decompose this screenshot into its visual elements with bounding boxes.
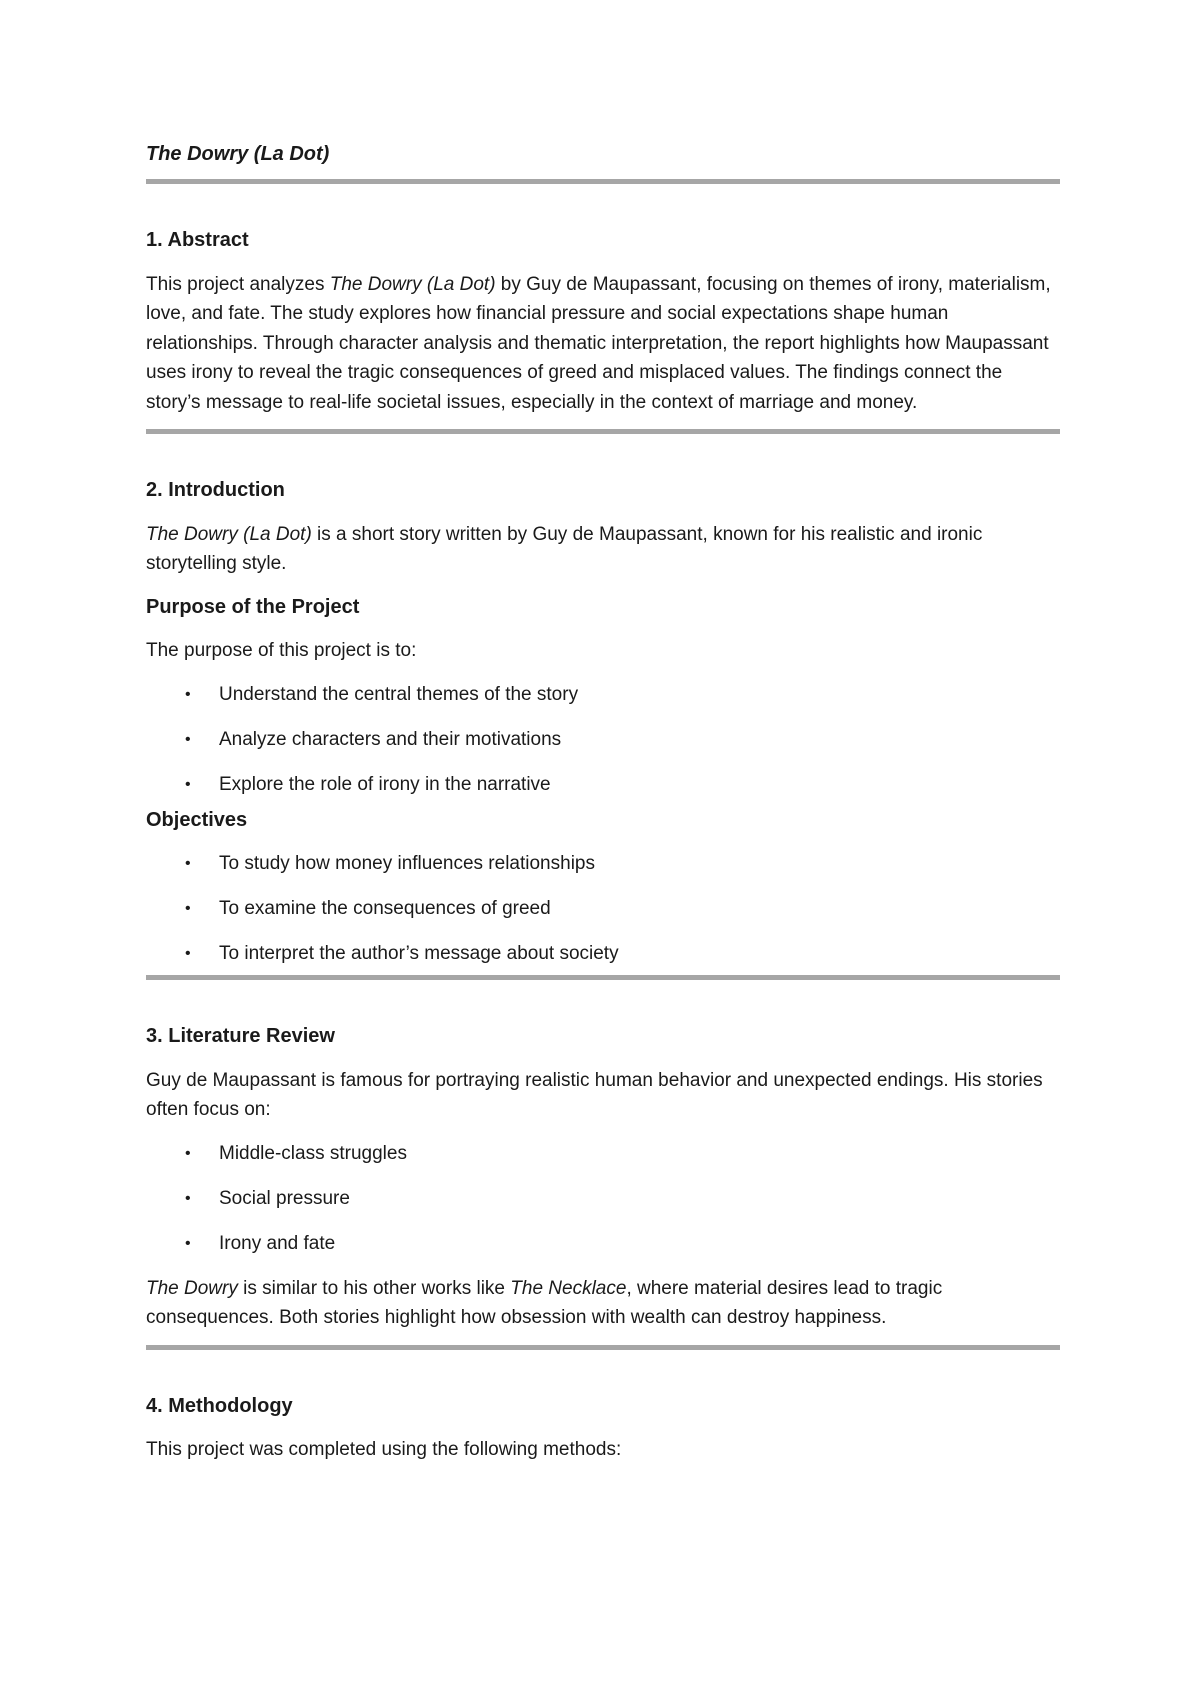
- bullet-icon: •: [185, 855, 191, 872]
- literature-review-heading: 3. Literature Review: [146, 1025, 335, 1047]
- purpose-heading: Purpose of the Project: [146, 595, 360, 618]
- purpose-intro: The purpose of this project is to:: [146, 640, 417, 661]
- document-page: [146, 140, 1060, 1465]
- list-item: • Analyze characters and their motivations: [146, 725, 1060, 770]
- list-item: • To interpret the author’s message about society: [146, 939, 1060, 975]
- list-item: • Irony and fate: [146, 1229, 1060, 1274]
- bullet-icon: •: [185, 685, 191, 703]
- literature-review-paragraph: Guy de Maupassant is famous for portraying realistic human behavior and unexpected endings. His stories often focus on:: [146, 1069, 1043, 1120]
- list-item: • Middle-class struggles: [146, 1139, 1060, 1184]
- methodology-paragraph: This project was completed using the following methods:: [146, 1439, 622, 1460]
- bullet-icon: •: [185, 1144, 191, 1162]
- abstract-heading: 1. Abstract: [146, 229, 249, 251]
- purpose-list: [146, 680, 1060, 806]
- methodology-heading: 4. Methodology: [146, 1394, 293, 1417]
- bullet-icon: •: [185, 730, 191, 748]
- bullet-icon: •: [185, 775, 191, 793]
- abstract-paragraph: This project analyzes The Dowry (La Dot) by Guy de Maupassant, focusing on themes of irony, materialism, love, and fate. The study explores how financial pressure and social expectations shape human relationships. Through character analysis and thematic interpretation, the report highlights how Maupassant uses irony to reveal the tragic consequences of greed and misplaced values. The findings connect the story’s message to real-life societal issues, especially in the context of marriage and money.: [146, 273, 1051, 413]
- document-title: The Dowry (La Dot): [146, 143, 330, 165]
- bullet-icon: •: [185, 900, 191, 917]
- introduction-heading: 2. Introduction: [146, 479, 285, 501]
- literature-review-comparison: The Dowry is similar to his other works like The Necklace, where material desires lead to tragic consequences. Both stories highlight how obsession with wealth can destroy happiness.: [146, 1277, 943, 1328]
- bullet-icon: •: [185, 1234, 191, 1252]
- bullet-icon: •: [185, 945, 191, 962]
- list-item: • Explore the role of irony in the narrative: [146, 770, 1060, 806]
- list-item: • Understand the central themes of the story: [146, 680, 1060, 725]
- introduction-paragraph: The Dowry (La Dot) is a short story written by Guy de Maupassant, known for his realistic and ironic storytelling style.: [146, 523, 983, 574]
- list-item: • To examine the consequences of greed: [146, 894, 1060, 939]
- objectives-list: [146, 849, 1060, 975]
- objectives-heading: Objectives: [146, 808, 248, 831]
- bullet-icon: •: [185, 1189, 191, 1207]
- list-item: • Social pressure: [146, 1184, 1060, 1229]
- list-item: • To study how money influences relationships: [146, 849, 1060, 894]
- literature-review-list: [146, 1139, 1060, 1274]
